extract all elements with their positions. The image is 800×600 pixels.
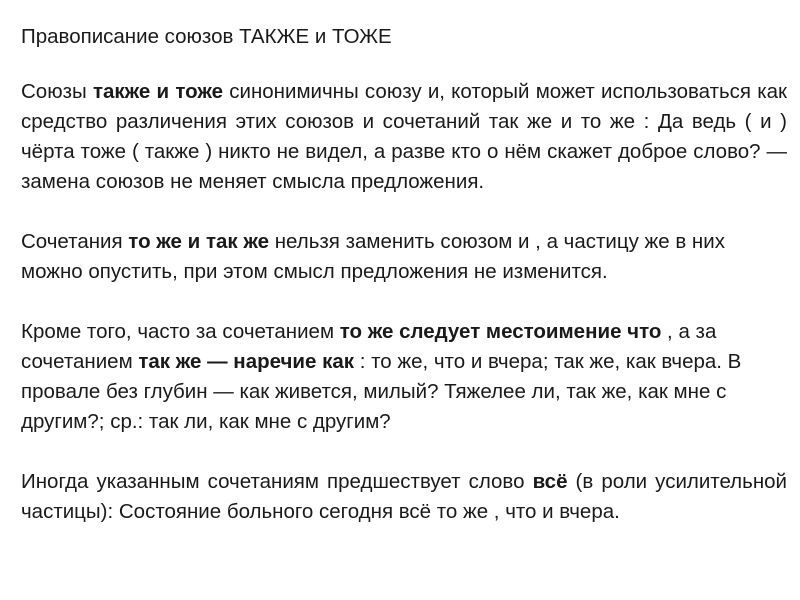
slide-content [21,22,787,557]
text-segment: Кроме того, часто за сочетанием [21,320,340,343]
bold-term: так же — наречие как [138,350,355,373]
paragraph-combinations [21,227,787,287]
paragraph-conjunctions [21,77,787,197]
text-segment: Союзы [21,80,93,103]
text-segment: Иногда указанным сочетаниям предшествует слово [21,470,533,493]
bold-term: то же и так же [128,230,270,253]
paragraph-pronoun-adverb [21,317,787,437]
text-segment: , а за сочетанием [21,320,717,373]
text-segment: (в роли усилительной частицы): Состояние больного сегодня всё то же , что и вчера. [21,470,788,523]
bold-term: также и тоже [92,80,224,103]
text-segment: синонимичны союзу и, который может использоваться как средство различения этих союзов и сочетаний так же и то же : Да ведь ( и ) чёрта тоже ( также ) никто не видел, а разве кто о нём скажет доброе слово? — замена союзов не меняет смысла предложения. [21,80,787,193]
text-segment: Сочетания [21,230,129,253]
bold-term: то же следует местоимение что [339,320,662,343]
paragraph-intensifier [21,467,787,527]
text-segment: нельзя заменить союзом и , а частицу же в них можно опустить, при этом смысл предложения не изменится. [21,230,725,283]
text-segment: : то же, что и вчера; так же, как вчера. В провале без глубин — как живется, милый? Тяжелее ли, так же, как мне с другим?; ср.: так ли, как мне с другим? [21,350,742,433]
page-title: Правописание союзов ТАКЖЕ и ТОЖЕ [21,25,392,48]
bold-term: всё [532,470,568,493]
